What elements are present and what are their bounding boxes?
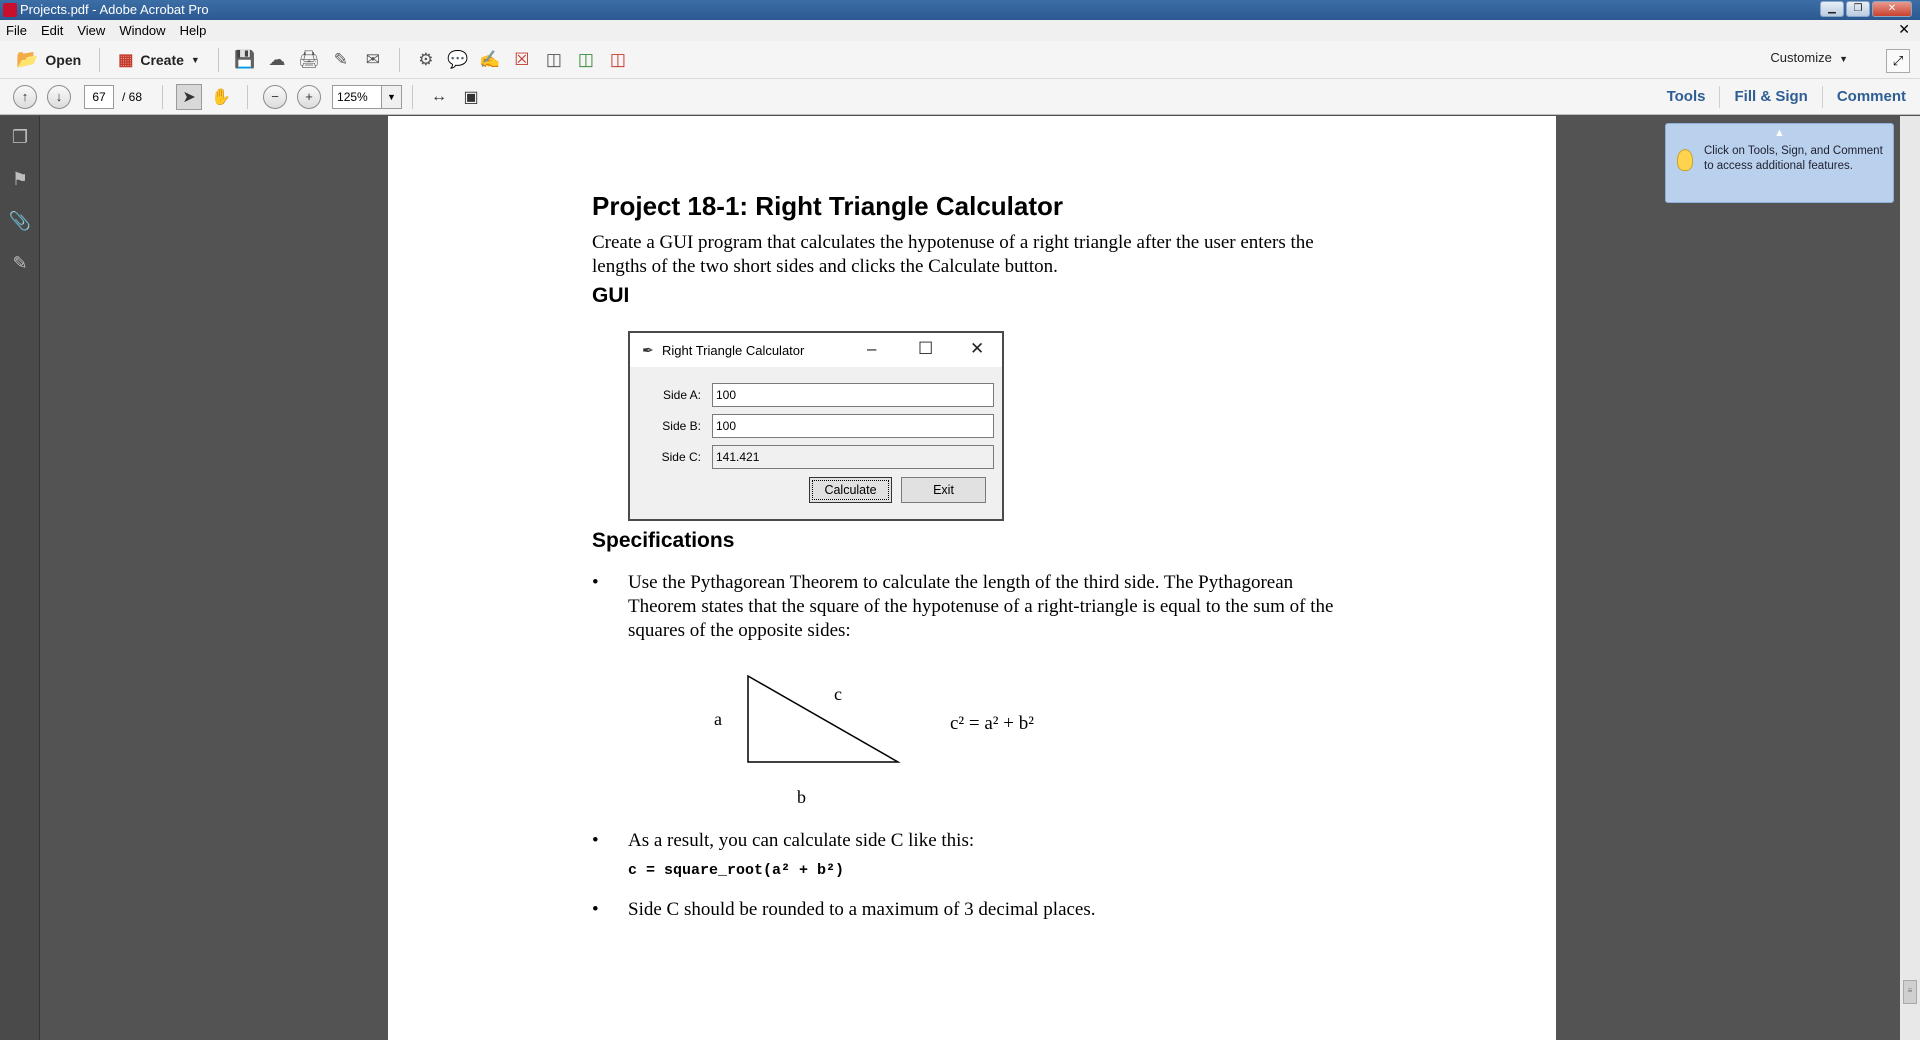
create-pdf-icon: ▦ xyxy=(118,51,134,69)
zoom-in-icon[interactable]: + xyxy=(297,85,321,109)
signatures-icon[interactable]: ✎ xyxy=(12,252,28,273)
side-a-label: Side A: xyxy=(662,388,701,402)
bullet-text: Side C should be rounded to a maximum of 3 decimal places. xyxy=(628,899,1096,920)
highlight-icon[interactable]: ✍ xyxy=(479,49,501,69)
customize-dropdown[interactable]: Customize ▼ xyxy=(1770,50,1848,65)
toolbar-separator xyxy=(399,48,400,72)
toolbar-separator xyxy=(99,48,100,72)
replace-page-icon[interactable]: ◫ xyxy=(609,49,626,69)
gui-screenshot xyxy=(628,331,1004,521)
bullet-text: Use the Pythagorean Theorem to calculate the length of the third side. The Pythagorean Theorem states that the square of the hypotenuse of a right-triangle is equal to the sum of the squares of the opposite sides: xyxy=(628,572,1334,641)
tooltip-text: Click on Tools, Sign, and Comment to access additional features. xyxy=(1704,145,1883,172)
main-toolbar xyxy=(0,41,1920,79)
menu-bar xyxy=(0,20,1920,41)
delete-page-icon[interactable]: ☒ xyxy=(514,49,530,69)
gui-minimize-icon: – xyxy=(867,339,877,358)
side-c-label: Side C: xyxy=(661,450,701,464)
edit-icon[interactable]: ✎ xyxy=(333,49,348,69)
pythagorean-equation: c² = a² + b² xyxy=(950,713,1034,734)
navigation-pane xyxy=(0,116,40,1040)
side-a-field: 100 xyxy=(712,383,994,407)
create-button[interactable]: ▦ Create ▼ xyxy=(118,51,200,69)
title-bar xyxy=(0,0,1920,20)
menu-help[interactable]: Help xyxy=(179,23,207,38)
specifications-heading: Specifications xyxy=(592,529,735,552)
gui-title-bar xyxy=(630,333,1002,367)
chevron-down-icon: ▼ xyxy=(1839,54,1848,64)
side-b-row xyxy=(650,414,994,438)
gui-maximize-icon: ☐ xyxy=(918,339,934,358)
zoom-input[interactable]: 125% xyxy=(332,85,382,109)
bullet-marker: • xyxy=(592,899,599,920)
side-b-label: Side B: xyxy=(662,419,701,433)
side-c-field: 141.421 xyxy=(712,445,994,469)
print-icon[interactable]: 🖨 xyxy=(298,49,320,69)
insert-page-icon[interactable]: ◫ xyxy=(577,49,594,69)
menu-view[interactable]: View xyxy=(77,23,106,38)
menu-edit[interactable]: Edit xyxy=(40,23,64,38)
scrollbar-thumb[interactable]: ≡ xyxy=(1903,980,1917,1004)
vertical-scrollbar[interactable] xyxy=(1900,116,1920,1040)
zoom-out-icon[interactable]: − xyxy=(263,85,287,109)
extract-page-icon[interactable]: ◫ xyxy=(545,49,562,69)
document-close-button[interactable]: ✕ xyxy=(1898,21,1910,37)
triangle-shape xyxy=(748,676,898,762)
settings-gear-icon[interactable]: ⚙ xyxy=(418,49,434,69)
email-icon[interactable]: ✉ xyxy=(365,49,380,69)
bullet-marker: • xyxy=(592,572,599,593)
comment-icon[interactable]: 💬 xyxy=(447,49,469,69)
chevron-down-icon: ▼ xyxy=(190,54,200,65)
tools-link[interactable]: Tools xyxy=(1666,88,1706,105)
page-title: Project 18-1: Right Triangle Calculator xyxy=(592,191,1063,221)
side-a-row xyxy=(650,383,994,407)
toolbar-separator xyxy=(412,85,413,109)
feather-icon: ✒ xyxy=(642,342,654,358)
document-content xyxy=(592,190,1352,315)
fit-width-icon[interactable]: ↔ xyxy=(431,87,448,105)
page-count: / 68 xyxy=(122,89,143,104)
upload-cloud-icon[interactable]: ☁ xyxy=(268,49,286,69)
side-c-row xyxy=(650,445,994,469)
previous-page-icon[interactable]: ↑ xyxy=(13,85,37,109)
fit-page-icon[interactable]: ▣ xyxy=(463,88,479,106)
next-page-icon[interactable]: ↓ xyxy=(47,85,71,109)
hand-tool-icon[interactable]: ✋ xyxy=(211,88,231,106)
tools-tooltip xyxy=(1665,123,1894,203)
window-title: Projects.pdf - Adobe Acrobat Pro xyxy=(20,2,209,17)
page-thumbnails-icon[interactable]: ❐ xyxy=(11,126,29,147)
attachments-icon[interactable]: 📎 xyxy=(8,210,32,231)
toolbar-separator xyxy=(162,85,163,109)
select-cursor-icon[interactable]: ➤ xyxy=(176,84,202,110)
bullet-text: As a result, you can calculate side C like this: xyxy=(628,830,975,851)
exit-button: Exit xyxy=(901,477,986,503)
acrobat-icon xyxy=(3,3,17,17)
side-a-diagram-label: a xyxy=(714,709,722,729)
gui-heading: GUI xyxy=(592,284,630,307)
fill-sign-link[interactable]: Fill & Sign xyxy=(1719,86,1821,108)
minimize-button[interactable]: ▁ xyxy=(1820,1,1844,17)
gui-close-icon: ✕ xyxy=(970,339,985,358)
calculate-button: Calculate xyxy=(809,477,892,503)
side-b-field: 100 xyxy=(712,414,994,438)
side-c-diagram-label: c xyxy=(834,684,842,704)
code-line: c = square_root(a² + b²) xyxy=(628,862,845,879)
toolbar-separator xyxy=(218,48,219,72)
full-screen-button[interactable]: ⤢ xyxy=(1886,49,1910,73)
save-icon[interactable]: 💾 xyxy=(234,49,256,69)
close-button[interactable]: ✕ xyxy=(1872,1,1912,17)
bullet-marker: • xyxy=(592,830,599,851)
right-triangle-diagram xyxy=(740,670,910,770)
toolbar-separator xyxy=(247,85,248,109)
lightbulb-icon xyxy=(1677,149,1693,171)
zoom-dropdown-icon[interactable]: ▼ xyxy=(382,85,402,109)
side-b-diagram-label: b xyxy=(797,787,806,807)
caret-up-icon: ▲ xyxy=(1774,127,1785,139)
open-button[interactable]: 📂 Open xyxy=(16,49,82,69)
comment-link[interactable]: Comment xyxy=(1822,86,1920,108)
page-number-input[interactable]: 67 xyxy=(84,85,114,109)
intro-paragraph: Create a GUI program that calculates the hypotenuse of a right triangle after the user enters the lengths of the two short sides and clicks the Calculate button. xyxy=(592,232,1314,277)
bookmarks-icon[interactable]: ⚑ xyxy=(11,168,29,189)
menu-window[interactable]: Window xyxy=(119,23,166,38)
navigation-toolbar xyxy=(0,79,1920,115)
gui-title: Right Triangle Calculator xyxy=(662,342,805,358)
maximize-button[interactable]: ❐ xyxy=(1846,1,1870,17)
menu-file[interactable]: File xyxy=(6,23,27,38)
folder-icon: 📂 xyxy=(16,49,39,69)
